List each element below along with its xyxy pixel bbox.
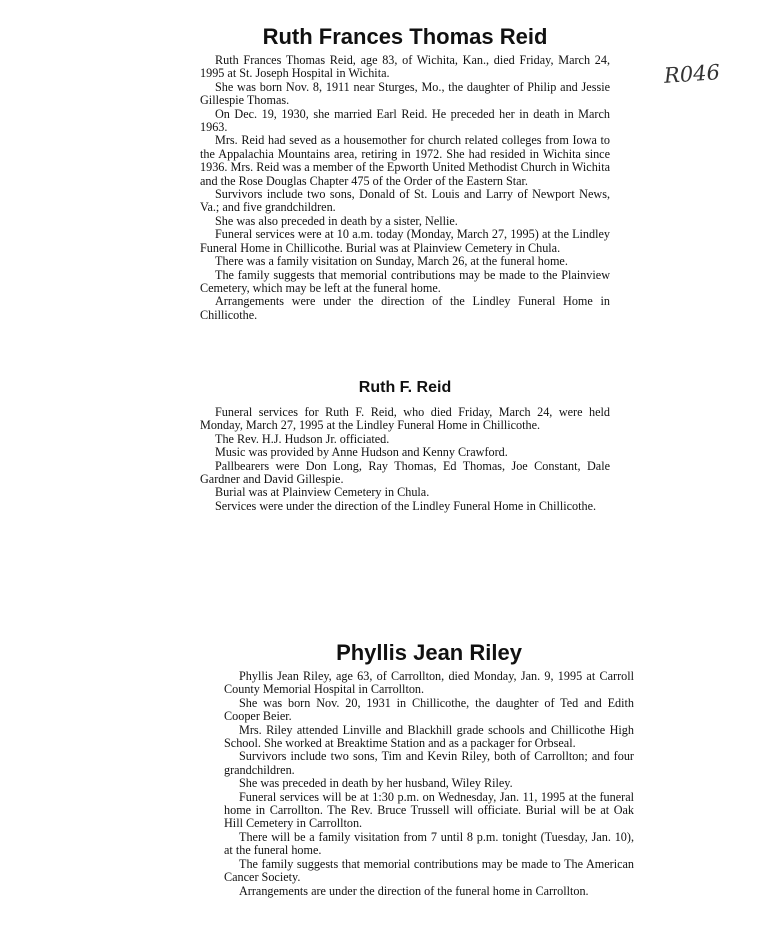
- obituary-paragraph: The family suggests that memorial contributions may be made to the Plainview Cemetery, which may be left at the funeral home.: [200, 267, 610, 295]
- obituary-paragraph: She was also preceded in death by a sister, Nellie.: [215, 213, 458, 228]
- obituary-paragraph: On Dec. 19, 1930, she married Earl Reid. He preceded her in death in March 1963.: [200, 106, 610, 135]
- obituary-headline: Ruth F. Reid: [358, 379, 452, 396]
- obituary-body: [200, 406, 610, 513]
- obituary-paragraph: She was preceded in death by her husband, Wiley Riley.: [239, 776, 513, 791]
- obituary-paragraph: Survivors include two sons, Donald of St. Louis and Larry of Newport News, Va.; and five grandchildren.: [200, 187, 610, 215]
- obituary-paragraph: Arrangements were under the direction of the Lindley Funeral Home in Chillicothe.: [200, 294, 610, 322]
- obituary-ruth-frances-thomas-reid: [200, 24, 610, 322]
- obituary-paragraph: Mrs. Riley attended Linville and Blackhill grade schools and Chillicothe High School. She worked at Breaktime Station and as a packager for Orbseal.: [224, 722, 634, 751]
- obituary-paragraph: Services were under the direction of the Lindley Funeral Home in Chillicothe.: [215, 498, 597, 513]
- obituary-paragraph: Survivors include two sons, Tim and Kevin Riley, both of Carrollton; and four grandchildren.: [224, 749, 634, 777]
- obituary-body: [200, 54, 610, 322]
- obituary-paragraph: Ruth Frances Thomas Reid, age 83, of Wichita, Kan., died Friday, March 24, 1995 at St. Joseph Hospital in Wichita.: [200, 53, 610, 81]
- obituary-paragraph: Funeral services were at 10 a.m. today (Monday, March 27, 1995) at the Lindley Funeral Home in Chillicothe. Burial was at Plainview Cemetery in Chula.: [200, 227, 610, 255]
- obituary-paragraph: The Rev. H.J. Hudson Jr. officiated.: [215, 431, 390, 446]
- obituary-paragraph: The family suggests that memorial contributions may be made to The American Cancer Society.: [224, 856, 634, 885]
- obituary-paragraph: Burial was at Plainview Cemetery in Chula.: [215, 485, 430, 500]
- obituary-paragraph: There will be a family visitation from 7 until 8 p.m. tonight (Tuesday, Jan. 10), at the funeral home.: [224, 829, 634, 858]
- obituary-paragraph: Pallbearers were Don Long, Ray Thomas, Ed Thomas, Joe Constant, Dale Gardner and David Gillespie.: [200, 458, 610, 487]
- obituary-paragraph: Music was provided by Anne Hudson and Kenny Crawford.: [215, 445, 508, 460]
- obituary-phyllis-jean-riley: [224, 640, 634, 898]
- handwritten-reference-note: R046: [663, 60, 721, 88]
- obituary-headline: Ruth Frances Thomas Reid: [262, 24, 548, 49]
- obituary-body: [224, 670, 634, 898]
- obituary-paragraph: Mrs. Reid had seved as a housemother for church related colleges from Iowa to the Appalachia Mountains area, retiring in 1972. She had resided in Wichita since 1936. Mrs. Reid was a member of the Epworth United Methodist Church in Wichita and the Rose Douglas Chapter 475 of the Order of the Eastern Star.: [200, 133, 610, 188]
- obituary-paragraph: She was born Nov. 8, 1911 near Sturges, Mo., the daughter of Philip and Jessie Gillespie Thomas.: [200, 79, 610, 108]
- obituary-paragraph: Funeral services for Ruth F. Reid, who died Friday, March 24, were held Monday, March 27, 1995 at the Lindley Funeral Home in Chillicothe.: [200, 405, 610, 433]
- obituary-paragraph: Arrangements are under the direction of the funeral home in Carrollton.: [239, 883, 589, 898]
- obituary-paragraph: Funeral services will be at 1:30 p.m. on Wednesday, Jan. 11, 1995 at the funeral home in Carrollton. The Rev. Bruce Trussell will officiate. Burial will be at Oak Hill Cemetery in Carrollton.: [224, 789, 634, 831]
- obituary-headline: Phyllis Jean Riley: [336, 640, 522, 665]
- obituary-paragraph: Phyllis Jean Riley, age 63, of Carrollton, died Monday, Jan. 9, 1995 at Carroll County Memorial Hospital in Carrollton.: [224, 669, 634, 697]
- obituary-ruth-f-reid: [200, 378, 610, 513]
- obituary-paragraph: There was a family visitation on Sunday, March 26, at the funeral home.: [215, 254, 568, 269]
- obituary-paragraph: She was born Nov. 20, 1931 in Chillicothe, the daughter of Ted and Edith Cooper Beier.: [224, 695, 634, 724]
